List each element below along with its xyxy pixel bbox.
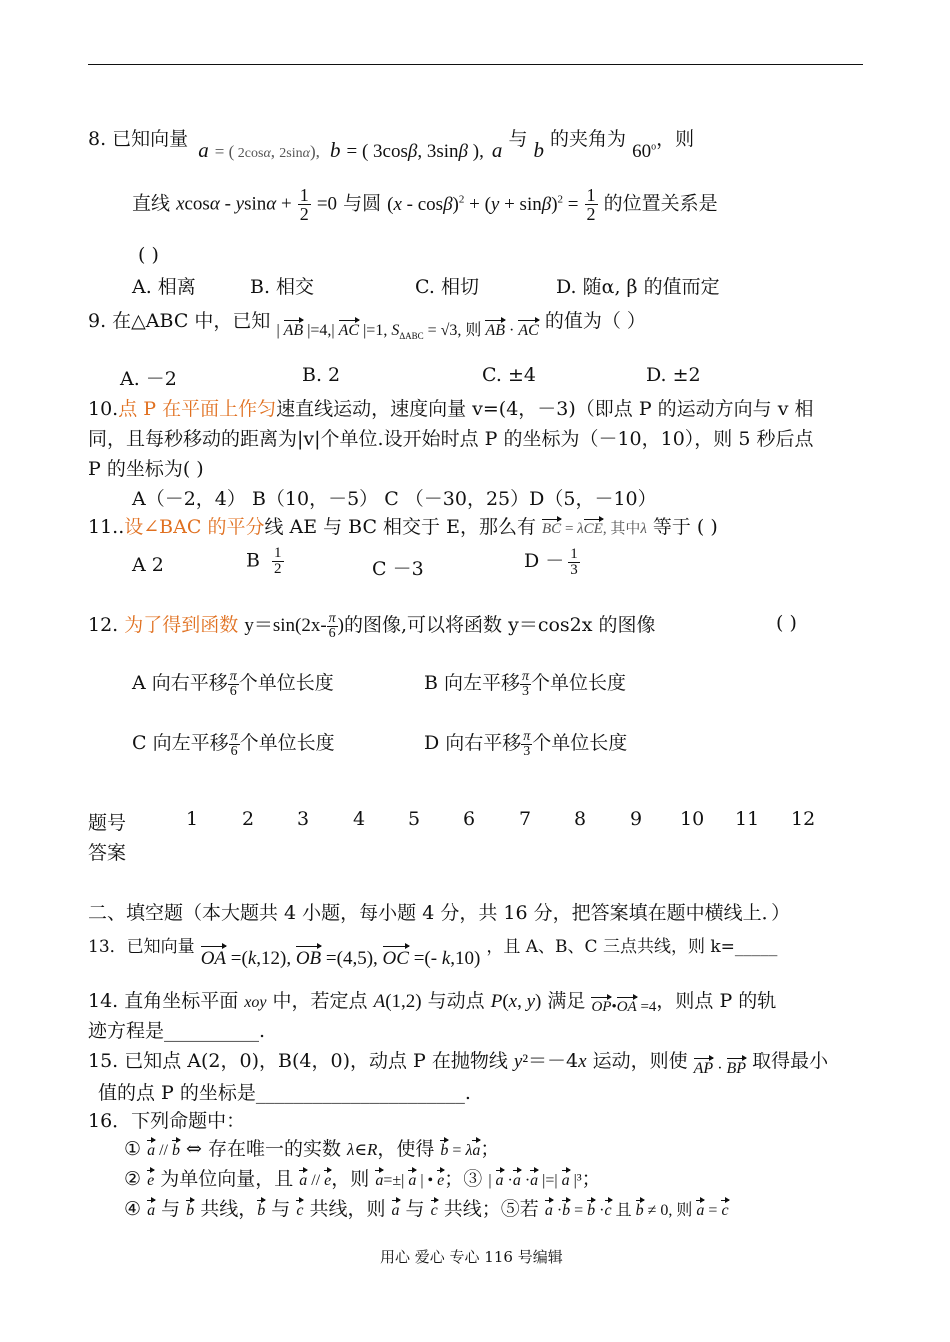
q8-b-symbol: b (329, 138, 341, 162)
q13-line: 13．已知向量 OA =(k,12), OB =(4,5), OC =(- k,10) ，且 A、B、C 三点共线，则 k=_____ (88, 937, 778, 969)
q12-function: y＝sin(2x- $\frac{\pi}{6}$ ) (244, 611, 344, 642)
q8-line2: 直线 xcosα - ysinα + $\frac{1}{2}$ =0 与圆 $(x - \cos\beta)^2 + (y + \sin\beta)^2$ = $\frac{1}{2}$ 的位置关系是 (132, 185, 718, 224)
answer-table-num-7: 7 (519, 808, 532, 830)
q11-option-b: B $\frac{1}{2}$ (246, 545, 282, 577)
q9-line (88, 306, 646, 341)
q8-label: 8. 已知向量 (88, 128, 189, 150)
q12-option-b: B 向左平移 $\frac{\pi}{3}$ 个单位长度 (424, 668, 627, 699)
page-footer: 用心 爱心 专心 116 号编辑 (380, 1248, 563, 1266)
q8-a-symbol: a (198, 138, 209, 162)
q8-option-b: B. 相交 (250, 276, 315, 298)
q10-line3: P 的坐标为( ) (88, 458, 204, 480)
q8-option-d: D. 随α, β 的值而定 (556, 276, 720, 298)
answer-table-num-5: 5 (408, 808, 421, 830)
q10-orange: 点 P 在平面上作匀 (118, 398, 277, 420)
answer-table-num-2: 2 (242, 808, 255, 830)
q8-angle: 60$^o$ (632, 141, 657, 162)
q9-option-c: C. ±4 (482, 364, 536, 386)
q12-line: 12. 为了得到函数 y＝sin(2x- $\frac{\pi}{6}$ )的图像,可以将函数 y＝cos2x 的图像 (88, 611, 656, 642)
section2-heading: 二、填空题（本大题共 4 小题，每小题 4 分，共 16 分，把答案填在题中横线上．） (88, 902, 791, 924)
q16-item1: ① a // b ⇔ 存在唯一的实数 λ∈R，使得 b = λa； (124, 1138, 500, 1160)
answer-table-row2-label: 答案 (88, 842, 127, 864)
q9-option-a: A. －2 (120, 368, 177, 390)
q8-angle-text: 的夹角为 (550, 128, 627, 150)
q12-paren: ( ) (776, 612, 797, 634)
answer-table-num-10: 10 (680, 808, 705, 830)
q11-option-d: D － $\frac{1}{3}$ (524, 545, 578, 578)
q15-line2: 值的点 P 的坐标是______________________. (98, 1082, 471, 1104)
q8-a-symbol-2: a (491, 138, 503, 162)
q11-option-a: A 2 (132, 554, 164, 576)
answer-table-num-8: 8 (574, 808, 587, 830)
q11-line: 11..设∠BAC 的平分线 AE 与 BC 相交于 E，那么有 BC = λCE, 其中λ 等于 ( ) (88, 516, 718, 538)
q16-item2: ② e 为单位向量，且 a // e，则 a=±| a | • e；③ | a ·a ·a |=| a |³； (124, 1168, 601, 1190)
q12-option-a: A 向右平移 $\frac{\pi}{6}$ 个单位长度 (132, 668, 334, 699)
q10-line1: 10.点 P 在平面上作匀速直线运动，速度向量 v=(4，－3)（即点 P 的运动方向与 v 相 (88, 398, 814, 420)
answer-table-num-3: 3 (297, 808, 310, 830)
q8-paren: ( ) (138, 244, 159, 266)
q16-item3: ④ a 与 b 共线，b 与 c 共线，则 a 与 c 共线；⑤若 a ·b = b ·c 且 b ≠ 0, 则 a = c (124, 1198, 729, 1220)
answer-table-num-11: 11 (735, 808, 760, 830)
answer-table-num-12: 12 (791, 808, 816, 830)
q9-option-b: B. 2 (302, 364, 341, 386)
q8-b-symbol-2: b (533, 138, 544, 162)
q8-b-def: = ( 3cosβ, 3sinβ ), (346, 141, 484, 162)
answer-table-num-9: 9 (630, 808, 643, 830)
q12-orange: 为了得到函数 (124, 614, 239, 636)
q11-orange: 设∠BAC 的平分 (124, 516, 265, 538)
q10-line2: 同，且每秒移动的距离为|v|个单位.设开始时点 P 的坐标为（－10，10），则 5 秒后点 (88, 428, 814, 450)
q16-stem: 16．下列命题中： (88, 1110, 246, 1132)
header-rule (88, 64, 863, 65)
q11-option-c: C －3 (372, 558, 424, 580)
q10-options: A（－2，4） B（10，－5） C （－30，25）D（5，－10） (132, 488, 657, 510)
answer-table-num-4: 4 (353, 808, 366, 830)
answer-table-num-6: 6 (463, 808, 476, 830)
q12-option-d: D 向右平移 $\frac{\pi}{3}$ 个单位长度 (424, 728, 628, 759)
q9-formula: | AB |=4,| AC |=1, SΔABC = √3, 则 AB · AC (276, 322, 539, 342)
q8-a-def: = ( 2cosα, 2sinα), (214, 142, 320, 161)
q8-frac-half-2: $\frac{1}{2}$ (586, 185, 596, 224)
q8-option-c: C. 相切 (415, 276, 479, 298)
answer-table-num-1: 1 (186, 808, 199, 830)
answer-table-row1-label: 题号 (88, 812, 127, 834)
q9-option-d: D. ±2 (646, 364, 701, 386)
q12-option-c: C 向左平移 $\frac{\pi}{6}$ 个单位长度 (132, 728, 335, 759)
q15-line1: 15. 已知点 A(2，0)，B(4，0)，动点 P 在抛物线 y²＝－4x 运动，则使 $_{AP \cdot BP}$ 取得最小 (88, 1050, 829, 1077)
q14-line2: 迹方程是__________. (88, 1020, 266, 1042)
q8-line1 (88, 124, 694, 163)
q9-stem-post: 的值为（ ） (544, 310, 646, 332)
q8-frac-half: $\frac{1}{2}$ (299, 185, 309, 224)
q11-formula: BC = λCE, 其中λ (542, 521, 647, 537)
q8-then: ，则 (656, 128, 695, 150)
q9-stem: 9. 在△ABC 中，已知 (88, 310, 271, 332)
q8-and: 与 (508, 128, 528, 150)
q8-option-a: A. 相离 (132, 276, 196, 298)
q14-line1: 14. 直角坐标平面 xoy 中，若定点 A(1,2) 与动点 P(x, y) 满足 $_{OP•OA =4}$，则点 P 的轨 (88, 990, 777, 1015)
q13-formula: OA =(k,12), OB =(4,5), OC =(- k,10) (200, 948, 481, 969)
